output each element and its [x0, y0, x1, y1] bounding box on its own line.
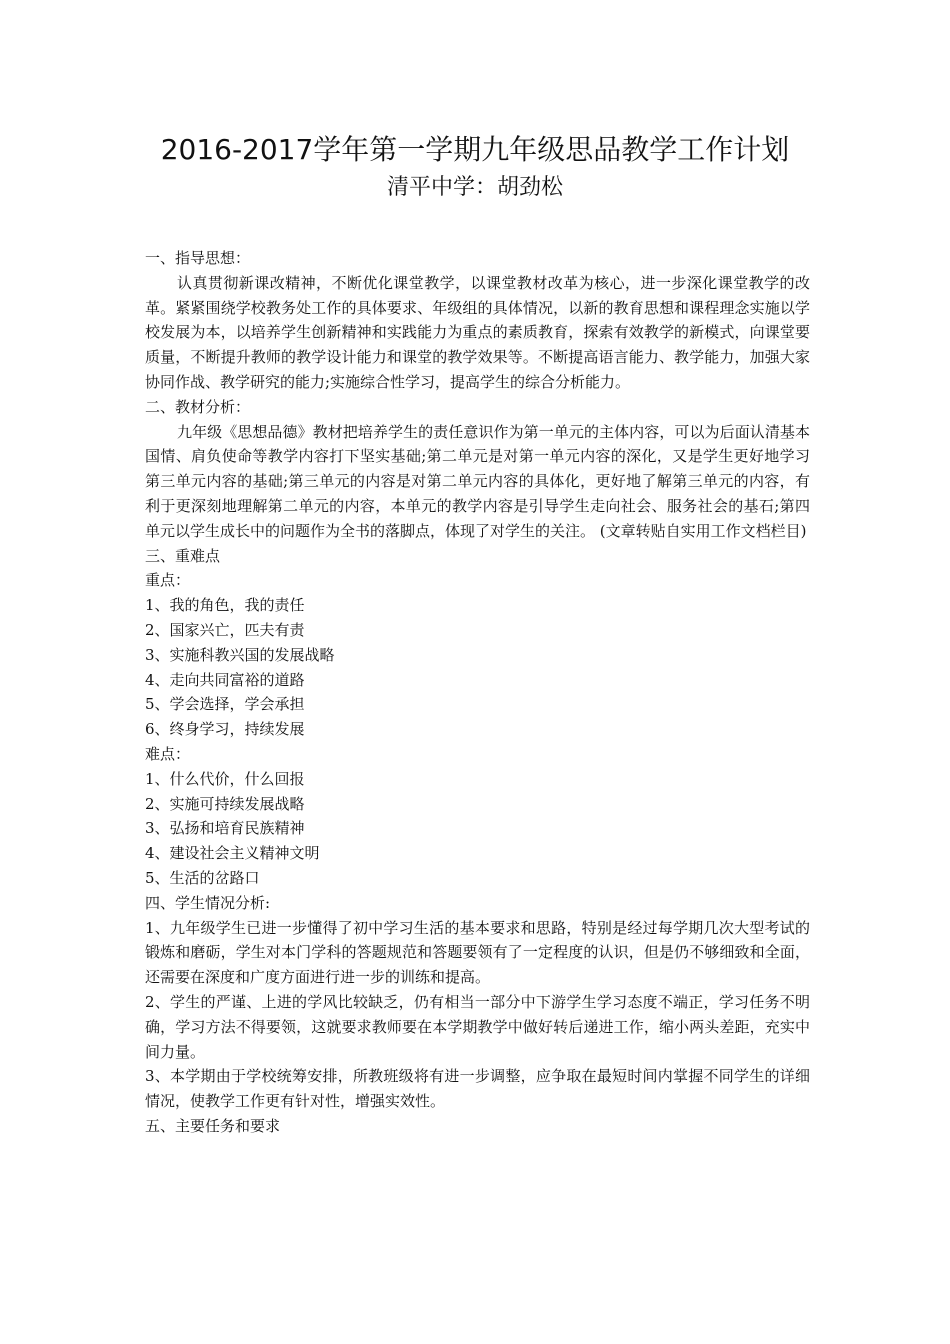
document-title: 2016-2017学年第一学期九年级思品教学工作计划: [160, 133, 790, 166]
document-body: [145, 246, 810, 1139]
student-analysis-item: 2、学生的严谨、上进的学风比较缺乏，仍有相当一部分中下游学生学习态度不端正，学习任务不明确，学习方法不得要领，这就要求教师要在本学期教学中做好转后递进工作，缩小两头差距，充实中间力量。: [145, 992, 810, 1061]
key-point-item: 1、我的角色，我的责任: [145, 596, 305, 615]
paragraph-guiding-thought: 认真贯彻新课改精神，不断优化课堂教学，以课堂教材改革为核心，进一步深化课堂教学的改革。紧紧围绕学校教务处工作的具体要求、年级组的具体情况，以新的教育思想和课程理念实施以学校发展为本，以培养学生创新精神和实践能力为重点的素质教育，探索有效教学的新模式，向课堂要质量，不断提升教师的教学设计能力和课堂的教学效果等。不断提高语言能力、教学能力，加强大家协同作战、教学研究的能力;实施综合性学习，提高学生的综合分析能力。: [145, 273, 810, 391]
key-point-item: 2、国家兴亡，匹夫有责: [145, 620, 305, 639]
difficult-point-item: 1、什么代价，什么回报: [145, 769, 305, 788]
section-heading-textbook-analysis: 二、教材分析：: [145, 397, 251, 416]
key-point-item: 4、走向共同富裕的道路: [145, 670, 305, 689]
student-analysis-item: 1、九年级学生已进一步懂得了初中学习生活的基本要求和思路，特别是经过每学期几次大型考试的锻炼和磨砺，学生对本门学科的答题规范和答题要领有了一定程度的认识，但是仍不够细致和全面，还需要在深度和广度方面进行进一步的训练和提高。: [145, 918, 810, 987]
student-analysis-item: 3、本学期由于学校统筹安排，所教班级将有进一步调整，应争取在最短时间内掌握不同学生的详细情况，使教学工作更有针对性，增强实效性。: [145, 1067, 810, 1111]
document-author: 清平中学：胡劲松: [386, 175, 563, 200]
section-heading-key-difficult: 三、重难点: [145, 546, 221, 565]
difficult-point-item: 2、实施可持续发展战略: [145, 794, 305, 813]
difficult-points-label: 难点：: [145, 744, 191, 763]
key-points-label: 重点：: [145, 571, 191, 590]
section-heading-student-analysis: 四、学生情况分析:: [145, 893, 271, 912]
section-heading-guiding-thought: 一、指导思想：: [145, 249, 251, 267]
paragraph-textbook-analysis: 九年级《思想品德》教材把培养学生的责任意识作为第一单元的主体内容，可以为后面认清基本国情、肩负使命等教学内容打下坚实基础;第二单元是对第一单元内容的深化，又是学生更好地学习第三单元内容的基础;第三单元的内容是对第二单元内容的具体化，更好地了解第三单元的内容，有利于更深刻地理解第二单元的内容，本单元的教学内容是引导学生走向社会、服务社会的基石;第四单元以学生成长中的问题作为全书的落脚点，体现了对学生的关注。 (文章转贴自实用工作文档栏目): [145, 422, 810, 540]
key-point-item: 5、学会选择，学会承担: [145, 695, 305, 714]
difficult-point-item: 4、建设社会主义精神文明: [145, 844, 320, 863]
section-heading-main-tasks: 五、主要任务和要求: [145, 1116, 281, 1135]
key-point-item: 6、终身学习，持续发展: [145, 720, 305, 739]
key-point-item: 3、实施科教兴国的发展战略: [145, 645, 335, 664]
difficult-point-item: 3、弘扬和培育民族精神: [145, 819, 305, 838]
difficult-point-item: 5、生活的岔路口: [145, 868, 260, 887]
